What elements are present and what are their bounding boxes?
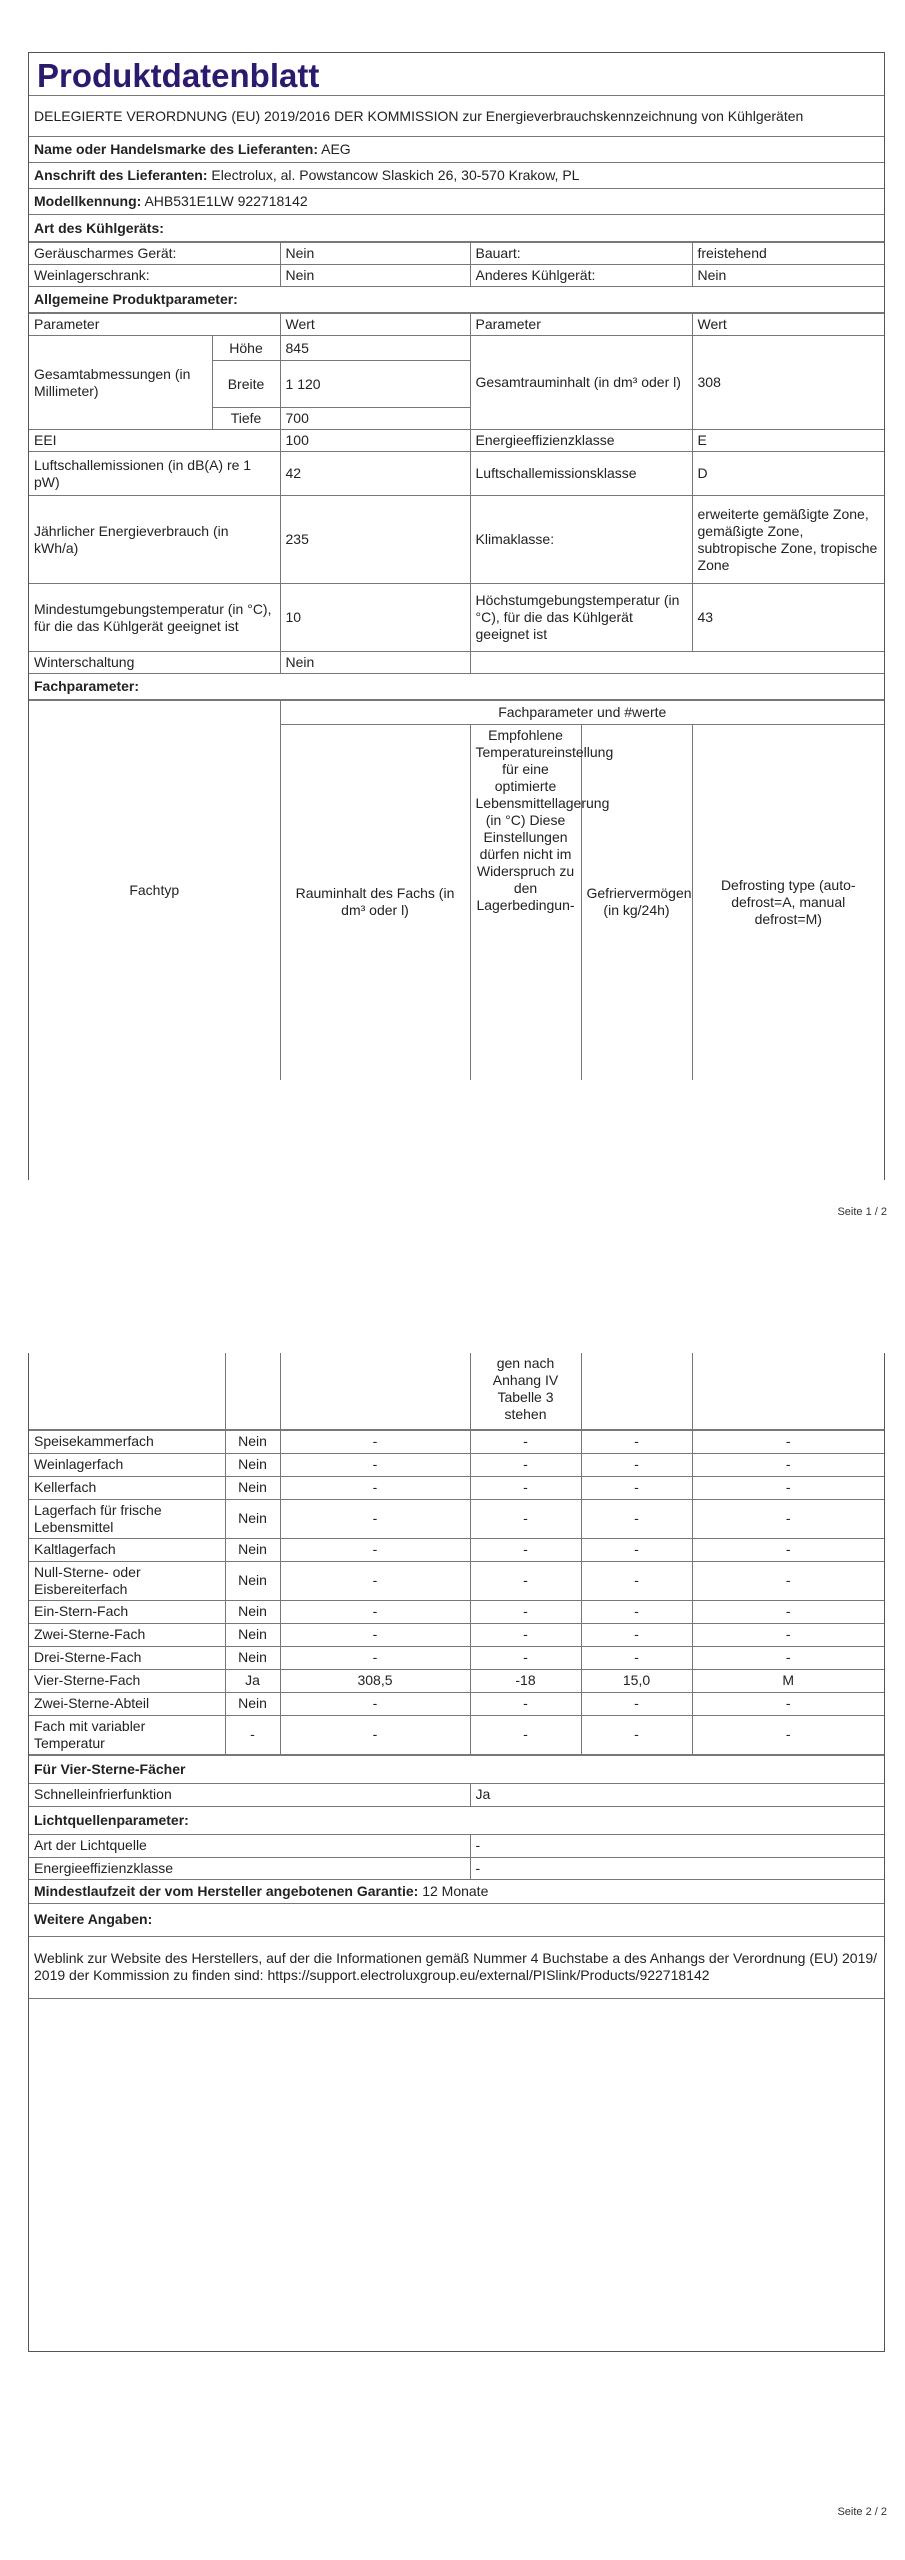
compartment-defrost: - xyxy=(692,1646,884,1669)
compartment-available: Nein xyxy=(225,1538,280,1561)
compartment-freeze: - xyxy=(581,1430,692,1453)
dim-width-value: 1 120 xyxy=(280,361,470,408)
compartment-temp: - xyxy=(470,1476,581,1499)
eei-value: 100 xyxy=(280,430,470,452)
page-number-2: Seite 2 / 2 xyxy=(837,2506,887,2518)
fachtyp-header: Fachtyp xyxy=(29,701,280,1080)
compartment-defrost: - xyxy=(692,1453,884,1476)
compartment-freeze: 15,0 xyxy=(581,1669,692,1692)
table-row xyxy=(29,1600,884,1623)
max-temp-label: Höchstumgebungstemperatur (in °C), für die das Kühlgerät geeignet ist xyxy=(470,584,692,652)
compartment-volume: - xyxy=(280,1476,470,1499)
volume-value: 308 xyxy=(692,336,884,430)
compartment-freeze: - xyxy=(581,1453,692,1476)
light-type-value: - xyxy=(470,1834,884,1857)
model-value: AHB531E1LW 922718142 xyxy=(144,193,308,209)
table-row xyxy=(29,1669,884,1692)
table-row xyxy=(29,1561,884,1600)
light-type-label: Art der Lichtquelle xyxy=(29,1834,470,1857)
compartment-freeze: - xyxy=(581,1692,692,1715)
type-label-3: Weinlagerschrank: xyxy=(29,265,280,287)
compartment-defrost: - xyxy=(692,1499,884,1538)
compartment-volume: - xyxy=(280,1646,470,1669)
compartment-table xyxy=(29,1353,884,1430)
compartment-available: Nein xyxy=(225,1561,280,1600)
type-heading: Art des Kühlgeräts: xyxy=(29,215,884,242)
winter-empty xyxy=(470,652,884,674)
compartment-temp: - xyxy=(470,1453,581,1476)
compartment-rows xyxy=(29,1430,884,1755)
compartment-freeze: - xyxy=(581,1499,692,1538)
general-params-table xyxy=(29,313,884,700)
datasheet-page-2 xyxy=(28,1353,885,2352)
compartment-volume: - xyxy=(280,1561,470,1600)
warranty-row xyxy=(29,1879,884,1903)
col-defrost-header: Defrosting type (auto-defrost=A, manual defrost=M) xyxy=(692,725,884,1080)
compartment-defrost: - xyxy=(692,1692,884,1715)
compartment-heading: Fachparameter: xyxy=(29,674,884,700)
type-label-1: Geräuscharmes Gerät: xyxy=(29,243,280,265)
noise-value: 42 xyxy=(280,452,470,496)
compartment-freeze: - xyxy=(581,1600,692,1623)
light-class-label: Energieeffizienzklasse xyxy=(29,1857,470,1879)
quick-freeze-label: Schnelleinfrierfunktion xyxy=(29,1783,470,1806)
table-row xyxy=(29,1715,884,1754)
noise-class-value: D xyxy=(692,452,884,496)
quick-freeze-value: Ja xyxy=(470,1783,884,1806)
min-temp-label: Mindestumgebungstemperatur (in °C), für die das Kühlgerät geeignet ist xyxy=(29,584,280,652)
energy-class-value: E xyxy=(692,430,884,452)
compartment-available: Nein xyxy=(225,1623,280,1646)
regulation-text: DELEGIERTE VERORDNUNG (EU) 2019/2016 DER KOMMISSION zur Energieverbrauchskennzeichnung von Kühlgeräten xyxy=(29,96,884,137)
type-label-2: Bauart: xyxy=(470,243,692,265)
compartment-temp: - xyxy=(470,1430,581,1453)
temp-header-continued: gen nach Anhang IV Tabelle 3 stehen xyxy=(470,1353,581,1429)
cont-fachtyp xyxy=(29,1353,225,1429)
compartment-freeze: - xyxy=(581,1715,692,1754)
compartment-freeze: - xyxy=(581,1476,692,1499)
compartment-available: Nein xyxy=(225,1476,280,1499)
compartment-volume: - xyxy=(280,1600,470,1623)
compartment-available: Nein xyxy=(225,1499,280,1538)
compartment-type: Lagerfach für frische Lebensmittel xyxy=(29,1499,225,1538)
table-row xyxy=(29,1538,884,1561)
max-temp-value: 43 xyxy=(692,584,884,652)
compartment-temp: - xyxy=(470,1600,581,1623)
param-header-2: Parameter xyxy=(470,314,692,336)
noise-class-label: Luftschallemissionsklasse xyxy=(470,452,692,496)
table-row xyxy=(29,1476,884,1499)
compartment-volume: - xyxy=(280,1623,470,1646)
eei-label: EEI xyxy=(29,430,280,452)
energy-class-label: Energieeffizienzklasse xyxy=(470,430,692,452)
model-row xyxy=(29,189,884,215)
compartment-volume: - xyxy=(280,1499,470,1538)
compartment-type: Zwei-Sterne-Fach xyxy=(29,1623,225,1646)
address-value: Electrolux, al. Powstancow Slaskich 26, 30-570 Krakow, PL xyxy=(211,167,580,183)
compartment-freeze: - xyxy=(581,1561,692,1600)
compartment-type: Zwei-Sterne-Abteil xyxy=(29,1692,225,1715)
dim-height-value: 845 xyxy=(280,336,470,361)
address-label: Anschrift des Lieferanten: xyxy=(34,167,208,183)
fach-params-header: Fachparameter und #werte xyxy=(280,701,884,725)
compartment-temp: - xyxy=(470,1623,581,1646)
table-row xyxy=(29,1692,884,1715)
type-value-2: freistehend xyxy=(692,243,884,265)
supplier-row xyxy=(29,137,884,163)
compartment-type: Fach mit variabler Temperatur xyxy=(29,1715,225,1754)
general-heading: Allgemeine Produktparameter: xyxy=(29,287,884,313)
climate-label: Klimaklasse: xyxy=(470,496,692,584)
compartment-freeze: - xyxy=(581,1538,692,1561)
dim-height-label: Höhe xyxy=(212,336,280,361)
value-header-2: Wert xyxy=(692,314,884,336)
compartment-type: Kellerfach xyxy=(29,1476,225,1499)
compartment-temp: - xyxy=(470,1692,581,1715)
compartment-available: Nein xyxy=(225,1692,280,1715)
value-header-1: Wert xyxy=(280,314,470,336)
compartment-freeze: - xyxy=(581,1646,692,1669)
datasheet-page-1 xyxy=(28,52,885,1180)
compartment-type: Drei-Sterne-Fach xyxy=(29,1646,225,1669)
winter-value: Nein xyxy=(280,652,470,674)
climate-value: erweiterte gemäßigte Zone, gemäßigte Zone, subtropische Zone, tropische Zone xyxy=(692,496,884,584)
dim-depth-label: Tiefe xyxy=(212,408,280,430)
compartment-available: Nein xyxy=(225,1453,280,1476)
more-heading: Weitere Angaben: xyxy=(29,1903,884,1936)
compartment-header-table xyxy=(29,700,884,1080)
table-row xyxy=(29,1430,884,1453)
noise-label: Luftschallemissionen (in dB(A) re 1 pW) xyxy=(29,452,280,496)
cont-freeze xyxy=(581,1353,692,1429)
compartment-volume: - xyxy=(280,1430,470,1453)
compartment-temp: - xyxy=(470,1538,581,1561)
compartment-defrost: - xyxy=(692,1430,884,1453)
compartment-available: - xyxy=(225,1715,280,1754)
type-table xyxy=(29,242,884,313)
compartment-type: Speisekammerfach xyxy=(29,1430,225,1453)
energy-consumption-label: Jährlicher Energieverbrauch (in kWh/a) xyxy=(29,496,280,584)
compartment-defrost: M xyxy=(692,1669,884,1692)
dim-depth-value: 700 xyxy=(280,408,470,430)
cont-avail xyxy=(225,1353,280,1429)
type-value-3: Nein xyxy=(280,265,470,287)
min-temp-value: 10 xyxy=(280,584,470,652)
light-class-value: - xyxy=(470,1857,884,1879)
compartment-type: Kaltlagerfach xyxy=(29,1538,225,1561)
warranty-label: Mindestlaufzeit der vom Hersteller angebotenen Garantie: xyxy=(34,1882,419,1899)
compartment-defrost: - xyxy=(692,1538,884,1561)
compartment-defrost: - xyxy=(692,1561,884,1600)
address-row xyxy=(29,163,884,189)
compartment-temp: - xyxy=(470,1561,581,1600)
warranty-value: 12 Monate xyxy=(422,1882,489,1899)
compartment-type: Ein-Stern-Fach xyxy=(29,1600,225,1623)
compartment-temp: - xyxy=(470,1646,581,1669)
supplier-value: AEG xyxy=(321,141,351,157)
table-row xyxy=(29,1453,884,1476)
table-row xyxy=(29,1623,884,1646)
compartment-temp: -18 xyxy=(470,1669,581,1692)
table-row xyxy=(29,1499,884,1538)
type-value-1: Nein xyxy=(280,243,470,265)
energy-consumption-value: 235 xyxy=(280,496,470,584)
header-table xyxy=(29,53,884,242)
four-star-heading: Für Vier-Sterne-Fächer xyxy=(29,1755,884,1783)
compartment-volume: 308,5 xyxy=(280,1669,470,1692)
compartment-volume: - xyxy=(280,1692,470,1715)
col-freeze-header: Gefriervermögen (in kg/24h) xyxy=(581,725,692,1080)
compartment-type: Vier-Sterne-Fach xyxy=(29,1669,225,1692)
page-1 xyxy=(0,0,905,1270)
model-label: Modellkennung: xyxy=(34,193,142,209)
footer-table xyxy=(29,1755,884,1999)
type-label-4: Anderes Kühlgerät: xyxy=(470,265,692,287)
compartment-freeze: - xyxy=(581,1623,692,1646)
table-row xyxy=(29,1646,884,1669)
compartment-available: Nein xyxy=(225,1646,280,1669)
dims-label: Gesamtabmessungen (in Millimeter) xyxy=(29,336,212,430)
dim-width-label: Breite xyxy=(212,361,280,408)
compartment-defrost: - xyxy=(692,1600,884,1623)
light-heading: Lichtquellenparameter: xyxy=(29,1806,884,1834)
compartment-defrost: - xyxy=(692,1715,884,1754)
compartment-available: Nein xyxy=(225,1600,280,1623)
page-2 xyxy=(0,1270,905,2560)
compartment-temp: - xyxy=(470,1715,581,1754)
col-volume-header: Rauminhalt des Fachs (in dm³ oder l) xyxy=(280,725,470,1080)
compartment-volume: - xyxy=(280,1715,470,1754)
type-value-4: Nein xyxy=(692,265,884,287)
cont-volume xyxy=(280,1353,470,1429)
page-number-1: Seite 1 / 2 xyxy=(837,1206,887,1218)
compartment-available: Nein xyxy=(225,1430,280,1453)
compartment-volume: - xyxy=(280,1538,470,1561)
col-temp-header: Empfohlene Temperatureinstellung für eine optimierte Lebensmittellagerung (in °C) Diese Einstellungen dürfen nicht im Widerspruch zu den Lagerbedingun- xyxy=(470,725,581,1080)
param-header-1: Parameter xyxy=(29,314,280,336)
volume-label: Gesamtrauminhalt (in dm³ oder l) xyxy=(470,336,692,430)
compartment-defrost: - xyxy=(692,1623,884,1646)
winter-label: Winterschaltung xyxy=(29,652,280,674)
compartment-temp: - xyxy=(470,1499,581,1538)
cont-defrost xyxy=(692,1353,884,1429)
compartment-volume: - xyxy=(280,1453,470,1476)
more-text: Weblink zur Website des Herstellers, auf der die Informationen gemäß Nummer 4 Buchstabe a des Anhangs der Verordnung (EU) 2019/2019 der Kommission zu finden sind: https://support.electroluxgroup.eu/external/PISlink/Products/922718142 xyxy=(29,1936,884,1998)
compartment-available: Ja xyxy=(225,1669,280,1692)
compartment-type: Weinlagerfach xyxy=(29,1453,225,1476)
supplier-label: Name oder Handelsmarke des Lieferanten: xyxy=(34,141,318,157)
page-title: Produktdatenblatt xyxy=(29,53,884,96)
compartment-type: Null-Sterne- oder Eisbereiterfach xyxy=(29,1561,225,1600)
compartment-defrost: - xyxy=(692,1476,884,1499)
